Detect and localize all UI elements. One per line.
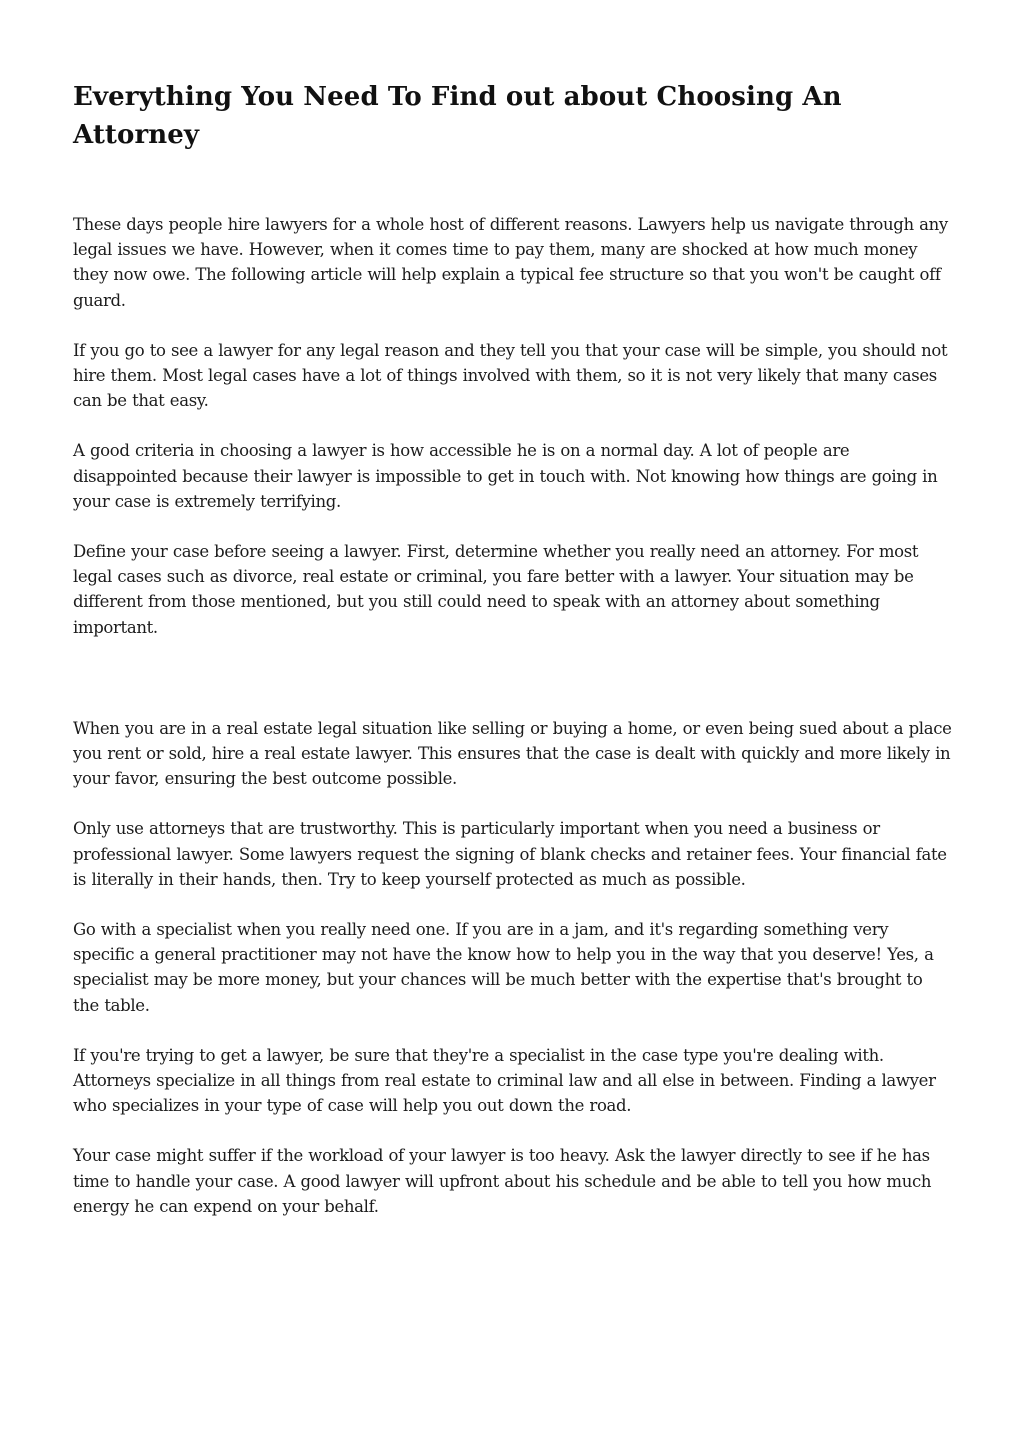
paragraph-2: If you go to see a lawyer for any legal reason and they tell you that your case will be simple, you should not hire them. Most legal cases have a lot of things involved with them, so it is not very likely that many cases can be that easy. — [73, 340, 948, 411]
document-page — [73, 78, 953, 1244]
paragraph-1: These days people hire lawyers for a whole host of different reasons. Lawyers help us navigate through any legal issues we have. However, when it comes time to pay them, many are shocked at how much money they now owe. The following article will help explain a typical fee structure so that you won't be caught off guard. — [73, 215, 948, 310]
paragraph-7: Go with a specialist when you really need one. If you are in a jam, and it's regarding something very specific a general practitioner may not have the know how to help you in the way that you deserve! Yes, a specialist may be more money, but your chances will be much better with the expertise that's brought to the table. — [73, 920, 934, 1015]
document-body — [73, 212, 953, 1219]
paragraph-8: If you're trying to get a lawyer, be sure that they're a specialist in the case type you're dealing with. Attorneys specialize in all things from real estate to criminal law and all else in between. Finding a lawyer who specializes in your type of case will help you out down the road. — [73, 1045, 936, 1116]
paragraph-9: Your case might suffer if the workload of your lawyer is too heavy. Ask the lawyer directly to see if he has time to handle your case. A good lawyer will upfront about his schedule and be able to tell you how much energy he can expend on your behalf. — [73, 1146, 932, 1216]
paragraph-5: When you are in a real estate legal situation like selling or buying a home, or even being sued about a place you rent or sold, hire a real estate lawyer. This ensures that the case is dealt with quickly and more likely in your favor, ensuring the best outcome possible. — [73, 718, 952, 789]
paragraph-3: A good criteria in choosing a lawyer is how accessible he is on a normal day. A lot of people are disappointed because their lawyer is impossible to get in touch with. Not knowing how things are going in your case is extremely terrifying. — [73, 441, 938, 511]
paragraph-6: Only use attorneys that are trustworthy. This is particularly important when you need a business or professional lawyer. Some lawyers request the signing of blank checks and retainer fees. Your financial fate is literally in their hands, then. Try to keep yourself protected as much as possible. — [73, 819, 947, 889]
document-title: Everything You Need To Find out about Choosing An Attorney — [73, 82, 842, 150]
paragraph-4: Define your case before seeing a lawyer. First, determine whether you really need an attorney. For most legal cases such as divorce, real estate or criminal, you fare better with a lawyer. Your situation may be different from those mentioned, but you still could need to speak with an attorney about something important. — [73, 542, 919, 637]
